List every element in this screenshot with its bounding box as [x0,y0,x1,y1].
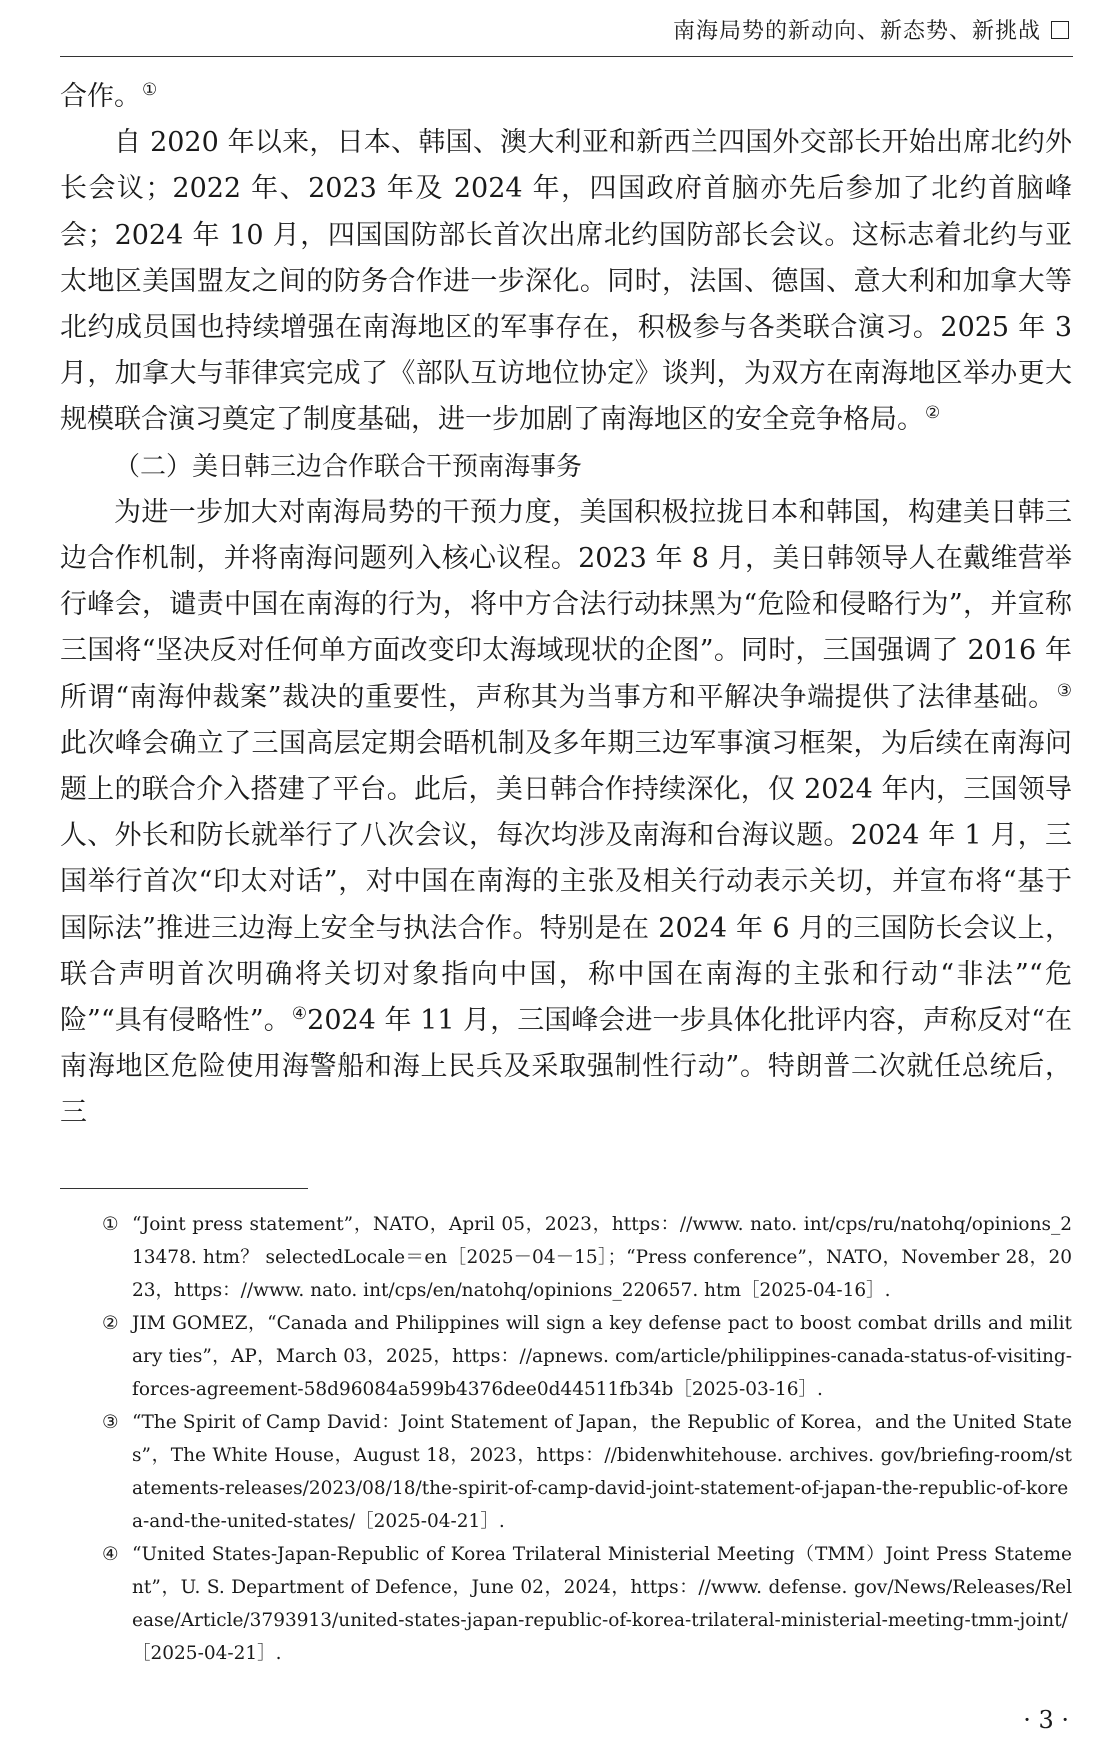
footnote-text: “United States-Japan-Republic of Korea Trilateral Ministerial Meeting（TMM）Joint Press Statement”，U. S. Department of Defence，June 02，2024，https：//www. defense. gov/News/Releases/Release/Article/3793913/united-states-japan-republic-of-korea-trilateral-ministerial-meeting-tmm-joint/［2025-04-21］. [132,1544,1072,1664]
running-header [673,14,1069,45]
main-text [60,74,1072,1137]
paragraph-2: 自 2020 年以来，日本、韩国、澳大利亚和新西兰四国外交部长开始出席北约外长会议；2022 年、2023 年及 2024 年，四国政府首脑亦先后参加了北约首脑峰会；2024 年 10 月，四国国防部长首次出席北约国防部长会议。这标志着北约与亚太地区美国盟友之间的防务合作进一步深化。同时，法国、德国、意大利和加拿大等北约成员国也持续增强在南海地区的军事存在，积极参与各类联合演习。2025 年 3 月，加拿大与菲律宾完成了《部队互访地位协定》谈判，为双方在南海地区举办更大规模联合演习奠定了制度基础，进一步加剧了南海地区的安全竞争格局。② [60,127,1072,436]
footnotes [102,1208,1072,1670]
footnote-1 [102,1208,1072,1307]
footnote-marker: ③ [102,1412,119,1433]
footnote-text: “Joint press statement”，NATO，April 05，2023，https：//www. nato. int/cps/ru/natohq/opinions_213478. htm？ selectedLocale＝en［2025－04－15］；“Press conference”，NATO，November 28，2023，https：//www. nato. int/cps/en/natohq/opinions_220657. htm［2025-04-16］. [132,1214,1072,1301]
header-square-icon [1051,21,1069,39]
footnote-3 [102,1406,1072,1538]
footnote-text: “The Spirit of Camp David：Joint Statement of Japan，the Republic of Korea，and the United States”，The White House，August 18，2023，https：//bidenwhitehouse. archives. gov/briefing-room/statements-releases/2023/08/18/the-spirit-of-camp-david-joint-statement-of-japan-the-republic-of-korea-and-the-united-states/［2025-04-21］. [132,1412,1072,1532]
footnote-4 [102,1538,1072,1670]
footnote-marker: ① [102,1214,119,1235]
footnote-ref-2[interactable]: ② [925,403,941,424]
footnote-ref-4[interactable]: ④ [291,1004,308,1025]
page-number: · 3 · [1023,1706,1069,1734]
footnote-text: JIM GOMEZ，“Canada and Philippines will sign a key defense pact to boost combat drills and military ties”，AP，March 03，2025，https：//apnews. com/article/philippines-canada-status-of-visiting-forces-agreement-58d96084a599b4376dee0d44511fb34b［2025-03-16］. [132,1313,1072,1400]
paragraph-3: 为进一步加大对南海局势的干预力度，美国积极拉拢日本和韩国，构建美日韩三边合作机制，并将南海问题列入核心议程。2023 年 8 月，美日韩领导人在戴维营举行峰会，谴责中国在南海的行为，将中方合法行动抹黑为“危险和侵略行为”，并宣称三国将“坚决反对任何单方面改变印太海域现状的企图”。同时，三国强调了 2016 年所谓“南海仲裁案”裁决的重要性，声称其为当事方和平解决争端提供了法律基础。③ 此次峰会确立了三国高层定期会晤机制及多年期三边军事演习框架，为后续在南海问题上的联合介入搭建了平台。此后，美日韩合作持续深化，仅 2024 年内，三国领导人、外长和防长就举行了八次会议，每次均涉及南海和台海议题。2024 年 1 月，三国举行首次“印太对话”，对中国在南海的主张及相关行动表示关切，并宣布将“基于国际法”推进三边海上安全与执法合作。特别是在 2024 年 6 月的三国防长会议上，联合声明首次明确将关切对象指向中国，称中国在南海的主张和行动“非法”“危险”“具有侵略性”。④2024 年 11 月，三国峰会进一步具体化批评内容，声称反对“在南海地区危险使用海警船和海上民兵及采取强制性行动”。特朗普二次就任总统后，三 [60,496,1072,1129]
paragraph-1: 合作。① [60,80,158,112]
footnote-marker: ④ [102,1544,119,1565]
footnote-2 [102,1307,1072,1406]
footnote-ref-1[interactable]: ① [142,80,158,100]
footnote-divider [60,1188,308,1189]
running-header-title: 南海局势的新动向、新态势、新挑战 [672,19,1041,44]
header-divider [60,56,1073,57]
footnote-ref-3[interactable]: ③ [1056,680,1072,701]
section-heading: （二）美日韩三边合作联合干预南海事务 [114,451,583,482]
footnote-marker: ② [102,1313,119,1334]
